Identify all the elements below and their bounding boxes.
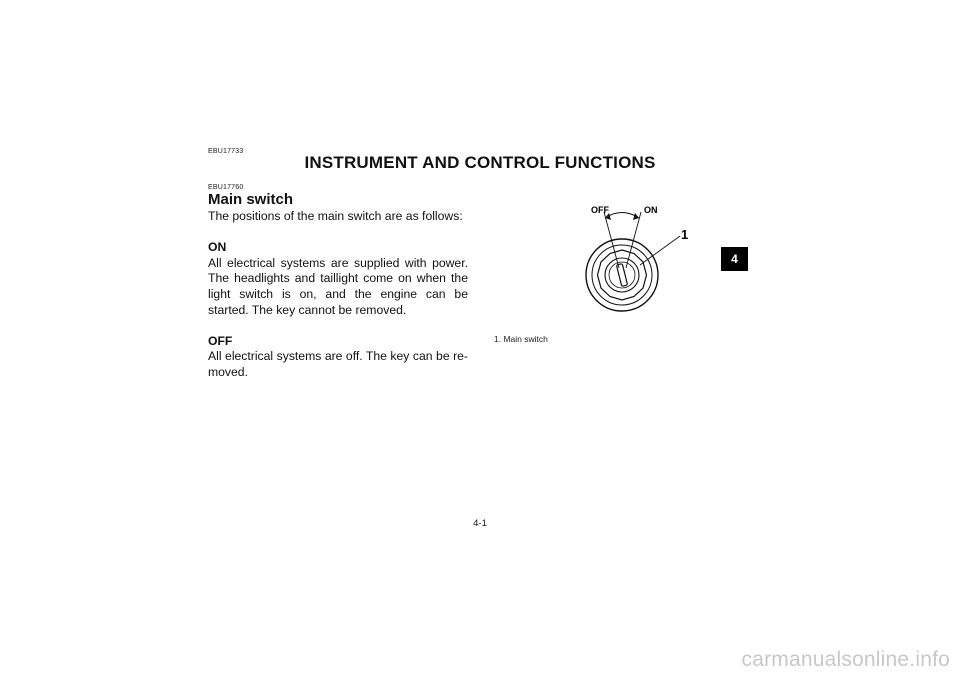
chapter-tab: 4 bbox=[721, 247, 748, 271]
watermark: carmanualsonline.info bbox=[741, 648, 950, 671]
description-on: All electrical systems are supplied with power. The headlights and taillight come on when the light switch is on, and the engine can be started. The key cannot be removed. bbox=[208, 255, 468, 317]
page-number: 4-1 bbox=[473, 518, 487, 529]
arc-arrow-right-icon bbox=[633, 213, 639, 220]
section-title: Main switch bbox=[208, 191, 294, 208]
label-on: ON bbox=[644, 205, 658, 215]
figure-caption: 1. Main switch bbox=[494, 334, 548, 344]
main-switch-illustration bbox=[560, 200, 700, 325]
term-off: OFF bbox=[208, 333, 233, 348]
term-on: ON bbox=[208, 240, 227, 255]
label-off: OFF bbox=[591, 205, 609, 215]
description-off: All electrical systems are off. The key can be re-moved. bbox=[208, 349, 468, 379]
callout-number: 1 bbox=[681, 227, 689, 242]
section-code: EBU17760 bbox=[208, 184, 244, 191]
intro-paragraph: The positions of the main switch are as follows: bbox=[208, 209, 463, 223]
chapter-code: EBU17733 bbox=[208, 148, 244, 155]
body-text bbox=[208, 209, 468, 381]
chapter-title: INSTRUMENT AND CONTROL FUNCTIONS bbox=[304, 153, 656, 172]
